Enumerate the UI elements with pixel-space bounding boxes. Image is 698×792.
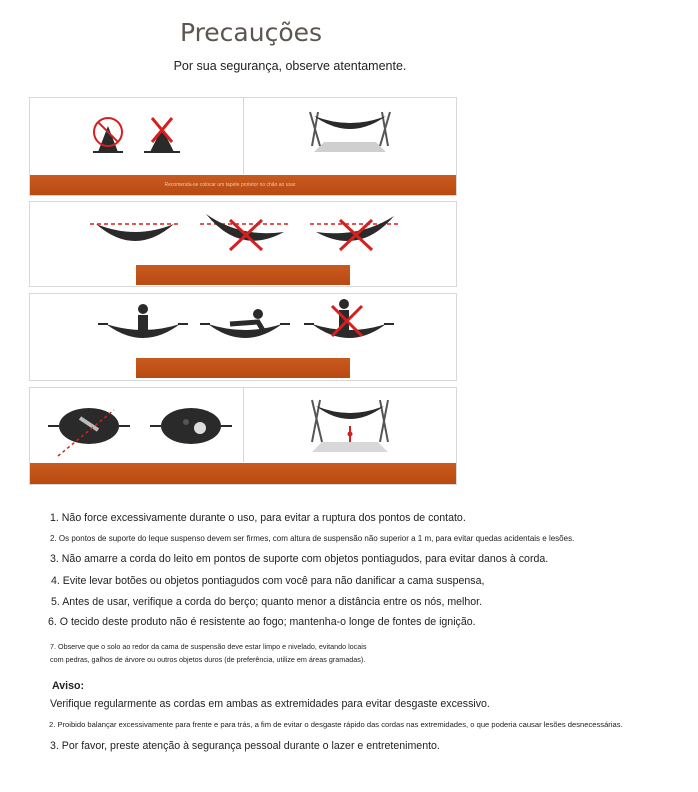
- hammock-stand-mat-icon: [300, 108, 400, 158]
- panel-divider: [243, 388, 244, 462]
- panel-bar: [30, 463, 456, 484]
- panel-caption: Recomenda-se colocar um tapete protetor no chão ao usar: [164, 182, 296, 188]
- panel-balance: [29, 201, 457, 287]
- page-title: Precauções: [179, 18, 323, 47]
- panel-posture: [29, 293, 457, 381]
- notice-item: 2. Proibido balançar excessivamente para frente e para trás, a fim de evitar o desgaste rápido das cordas nas extremidades, o que poderia causar lesões desnecessárias.: [49, 720, 623, 729]
- precaution-item: 7. Observe que o solo ao redor da cama de suspensão deve estar limpo e nivelado, evitando locais: [50, 642, 367, 651]
- precaution-item: 2. Os pontos de suporte do leque suspenso devem ser firmes, com altura de suspensão não superior a 1 m, para evitar quedas acidentais e lesões.: [50, 534, 575, 543]
- tipping-hazard-icon: [78, 108, 198, 158]
- person-standing-warning-icon: [304, 296, 394, 350]
- hammock-sharp-object-warning-icon: [44, 400, 134, 460]
- hammock-balanced-icon: [90, 214, 180, 254]
- panel-bar: [136, 358, 350, 378]
- hammock-height-limit-icon: [300, 396, 400, 456]
- panel-divider: [243, 98, 244, 174]
- precaution-item: 3. Não amarre a corda do leito em pontos de suporte com objetos pontiagudos, para evitar danos à corda.: [50, 553, 549, 565]
- page-subtitle: Por sua segurança, observe atentamente.: [173, 59, 407, 73]
- notice-item: 3. Por favor, preste atenção à segurança pessoal durante o lazer e entretenimento.: [50, 740, 440, 752]
- person-sitting-icon: [98, 302, 188, 350]
- notice-item: Verifique regularmente as cordas em ambas as extremidades para evitar desgaste excessivo.: [50, 698, 490, 710]
- precaution-item: 6. O tecido deste produto não é resistente ao fogo; mantenha-o longe de fontes de ignição.: [48, 616, 476, 628]
- hammock-button-warning-icon: [146, 400, 236, 460]
- hammock-tilted-warning-icon: [200, 210, 290, 254]
- person-reclining-icon: [200, 308, 290, 348]
- panel-caption-bar: [30, 175, 456, 195]
- notice-heading: Aviso:: [52, 680, 84, 692]
- panel-rope-and-ground: [29, 387, 457, 485]
- precaution-item: com pedras, galhos de árvore ou outros objetos duros (de preferência, utilize em áreas gramadas).: [50, 655, 366, 664]
- precaution-item: 1. Não force excessivamente durante o uso, para evitar a ruptura dos pontos de contato.: [50, 512, 466, 524]
- precaution-item: 4. Evite levar botões ou objetos pontiagudos com você para não danificar a cama suspensa,: [51, 575, 485, 587]
- precaution-item: 5. Antes de usar, verifique a corda do berço; quanto menor a distância entre os nós, melhor.: [51, 596, 483, 608]
- hammock-uneven-warning-icon: [310, 210, 400, 254]
- panel-tipping-and-mat: [29, 97, 457, 196]
- panel-bar: [136, 265, 350, 285]
